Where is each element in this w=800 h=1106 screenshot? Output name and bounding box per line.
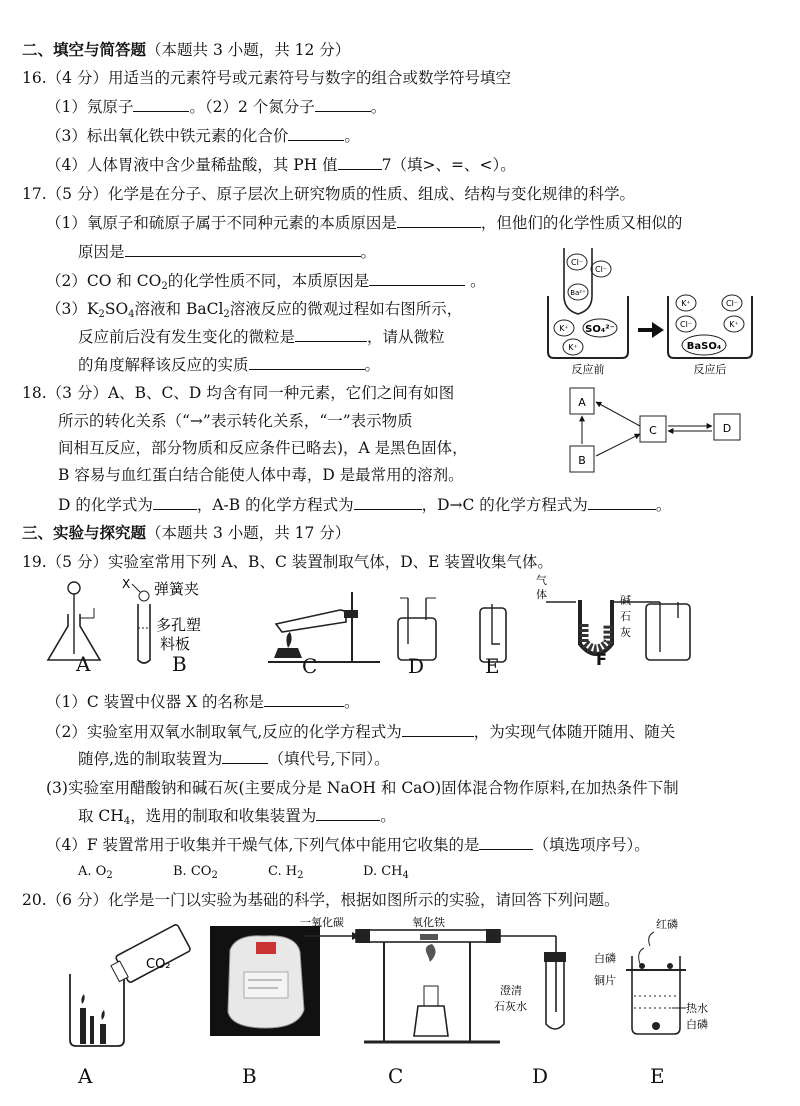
answer-blank[interactable] [588, 495, 656, 510]
q18-l5a: D 的化学式为 [58, 496, 153, 514]
option-a-text: A. O [78, 864, 107, 879]
answer-blank[interactable] [125, 242, 361, 257]
plate-label-2: 料板 [160, 635, 191, 653]
answer-blank[interactable] [222, 749, 268, 764]
q17-p2-tail: 的化学性质不同，本质原因是 [167, 272, 370, 290]
q17-part3-cont2: 的角度解释该反应的实质 。 [78, 356, 381, 374]
apparatus-c [268, 592, 380, 662]
option-a[interactable] [78, 862, 173, 882]
q19-part2 [46, 722, 675, 742]
option-d-text: D. CH [363, 864, 403, 879]
section-3-heading [22, 523, 350, 543]
q19-part2-cont [78, 749, 390, 769]
q17-p1-text: （1）氧原子和硫原子属于不同种元素的本质原因是 [46, 214, 397, 232]
q17-p3e-text: 反应前后没有发生变化的微粒是 [78, 328, 296, 346]
plate-label-1: 多孔塑 [156, 616, 202, 634]
apparatus-f [536, 574, 690, 660]
apparatus-label-a: A [76, 652, 91, 676]
gas-label-2: 体 [536, 588, 547, 601]
answer-blank[interactable] [133, 97, 189, 112]
k-ion-label: K⁺ [568, 343, 578, 352]
node-c-label: C [649, 424, 657, 437]
q16-p4-text: （4）人体胃液中含少量稀盐酸，其 PH 值 [46, 156, 338, 174]
subscript: 4 [123, 816, 131, 827]
answer-blank[interactable] [288, 126, 344, 141]
k-ion-label: K⁺ [729, 320, 739, 329]
conversion-diagram [566, 384, 756, 476]
answer-blank[interactable] [249, 355, 365, 370]
subscript: 2 [161, 281, 168, 292]
subscript: 4 [128, 309, 135, 320]
subscript: 2 [297, 870, 304, 881]
subscript: 2 [223, 309, 230, 320]
subscript: 2 [211, 870, 218, 881]
q18-line5: D 的化学式为 ，A-B 的化学方程式为 ，D→C 的化学方程式为 。 [58, 496, 672, 514]
q17-p1-tail: ，但他们的化学性质又相似的 [480, 214, 683, 232]
section-3-title: 三、实验与探究题 [22, 524, 147, 542]
experiment-label-c: C [388, 1064, 404, 1088]
node-d-label: D [722, 422, 732, 435]
apparatus-label-e: E [485, 654, 500, 678]
answer-blank[interactable] [315, 97, 371, 112]
section-3-note: （本题共 3 小题，共 17 分） [146, 524, 351, 542]
q19-p2-text: （2）实验室用双氧水制取氧气,反应的化学方程式为 [46, 723, 402, 741]
q17-part3 [46, 299, 462, 319]
answer-blank[interactable] [369, 271, 465, 286]
q17-p3-text: 溶液和 BaCl [134, 300, 224, 318]
gas-label-1: 气 [536, 574, 547, 587]
q19-part1: （1）C 装置中仪器 X 的名称是 。 [46, 693, 360, 711]
k-ion-label: K⁺ [681, 299, 691, 308]
k-ion-label: K⁺ [559, 324, 569, 333]
co2-label: CO₂ [146, 957, 171, 972]
q17-p3-text: SO [104, 300, 129, 318]
so4-ion-label: SO₄²⁻ [585, 324, 615, 335]
cl-ion-label: Cl⁻ [725, 299, 739, 308]
q16-stem: 16.（4 分）用适当的元素符号或元素符号与数字的组合或数学符号填空 [22, 69, 511, 87]
q19-p3c-text: ，选用的制取和收集装置为 [130, 807, 317, 825]
apparatus-label-c: C [302, 654, 318, 678]
q17-part3-cont [78, 327, 445, 347]
q17-p3-text: （3）K [46, 300, 99, 318]
option-c[interactable] [268, 862, 363, 882]
fe2o3-label: 氧化铁 [412, 916, 445, 929]
q18-line1: 18.（3 分）A、B、C、D 均含有同一种元素，它们之间有如图 [22, 384, 455, 402]
option-d[interactable] [363, 862, 458, 882]
answer-blank[interactable] [264, 692, 344, 707]
q18-line3: 间相互反应，部分物质和反应条件已略去)，A 是黑色固体， [58, 439, 468, 457]
subscript: 2 [106, 870, 113, 881]
node-a-label: A [578, 396, 586, 409]
q19-p3b-text: 取 CH [78, 807, 124, 825]
lime-label-3: 灰 [620, 626, 631, 639]
answer-blank[interactable] [153, 495, 197, 510]
q17-part2: （2）CO 和 $CO_2$的化学性质不同，本质原因是 。 [46, 272, 486, 292]
answer-blank[interactable] [316, 806, 380, 821]
section-2-title: 二、填空与简答题 [22, 41, 147, 59]
q16-p3-text: （3）标出氧化铁中铁元素的化合价 [46, 127, 289, 145]
q19-part3-cont: 取 $CH_4$，选用的制取和收集装置为 。 [78, 807, 396, 827]
reaction-figure [540, 244, 790, 376]
q16-part3: （3）标出氧化铁中铁元素的化合价 。 [46, 127, 360, 145]
apparatus-label-b: B [172, 652, 187, 676]
q19-p2c-text: 随停,选的制取装置为 [78, 750, 223, 768]
experiment-label-e: E [650, 1064, 665, 1088]
option-b-text: B. CO [173, 864, 212, 879]
experiment-label-a: A [78, 1064, 93, 1088]
experiment-label-d: D [532, 1064, 549, 1088]
q19-stem: 19.（5 分）实验室常用下列 A、B、C 装置制取气体，D、E 装置收集气体。 [22, 553, 553, 571]
q17-p3g-text: 的角度解释该反应的实质 [78, 356, 249, 374]
subscript: 2 [98, 309, 105, 320]
option-c-text: C. H [268, 864, 298, 879]
red-phosphorus-label: 红磷 [656, 918, 678, 931]
experiment-b [210, 926, 320, 1036]
q16-part1: （1）氖原子 。（2）2 个氮分子 。 [46, 98, 387, 116]
q18-l5c: ，D→C 的化学方程式为 [421, 496, 588, 514]
after-label: 反应后 [693, 363, 727, 376]
white-phosphorus-label: 白磷 [594, 952, 616, 965]
q17-p3-text: 溶液反应的微观过程如右图所示， [229, 300, 463, 318]
before-label: 反应前 [571, 363, 605, 376]
q17-p3f-text: ，请从微粒 [367, 328, 445, 346]
experiment-figure [60, 916, 750, 1052]
clip-label: 弹簧夹 [154, 580, 200, 598]
section-2-note: （本题共 3 小题，共 12 分） [146, 41, 351, 59]
hot-water-label: 热水 [686, 1002, 708, 1015]
ba-ion-label: Ba²⁺ [570, 289, 586, 297]
q17-part1 [46, 213, 682, 233]
answer-blank[interactable] [402, 722, 474, 737]
white-phosphorus-label-2: 白磷 [686, 1018, 708, 1031]
q16-p2-text: 。（2）2 个氮分子 [189, 98, 315, 116]
arrow-icon [638, 322, 664, 338]
q18-l5b: ，A-B 的化学方程式为 [196, 496, 354, 514]
answer-blank[interactable] [338, 155, 382, 170]
q20-stem: 20.（6 分）化学是一门以实验为基础的科学，根据如图所示的实验，请回答下列问题。 [22, 891, 620, 909]
apparatus-a [48, 582, 100, 660]
q16-p4-tail: 7（填>、=、<）。 [381, 156, 516, 174]
cl-ion-label: Cl⁻ [570, 258, 584, 267]
q18-line2: 所示的转化关系（“→”表示转化关系，“一”表示物质 [58, 412, 413, 430]
q18-line4: B 容易与血红蛋白结合能使人体中毒，D 是最常用的溶剂。 [58, 466, 464, 484]
q17-p1c-text: 原因是 [78, 243, 125, 261]
lime-label-1: 碱 [620, 594, 631, 607]
q16-p1-text: （1）氖原子 [46, 98, 134, 116]
answer-blank[interactable] [354, 495, 422, 510]
option-b[interactable] [173, 862, 268, 882]
limewater-label-2: 石灰水 [494, 1000, 527, 1013]
q19-options [78, 862, 458, 882]
label-x: X [122, 577, 131, 591]
apparatus-b [122, 577, 201, 663]
limewater-label-1: 澄清 [500, 984, 522, 997]
copper-sheet-label: 铜片 [594, 974, 616, 987]
q19-p2-tail: ，为实现气体随开随用、随关 [473, 723, 676, 741]
subscript: 4 [402, 870, 409, 881]
q17-part1-cont: 原因是 。 [78, 243, 377, 261]
experiment-e [594, 917, 708, 1034]
section-2-heading [22, 40, 350, 60]
answer-blank[interactable] [397, 213, 481, 228]
q19-part4 [46, 835, 650, 855]
answer-blank[interactable] [295, 327, 367, 342]
q19-p1-text: （1）C 装置中仪器 X 的名称是 [46, 693, 265, 711]
q16-part4 [46, 155, 516, 175]
answer-blank[interactable] [479, 835, 533, 850]
q19-part3: (3)实验室用醋酸钠和碱石灰(主要成分是 NaOH 和 CaO)固体混合物作原料,在加热条件下制 [46, 779, 679, 797]
q17-stem: 17.（5 分）化学是在分子、原子层次上研究物质的性质、组成、结构与变化规律的科学。 [22, 185, 635, 203]
node-b-label: B [578, 454, 586, 467]
q19-p2d-text: （填代号,下同）。 [268, 750, 390, 768]
co-label: 一氧化碳 [300, 916, 344, 929]
experiment-a [70, 924, 191, 1046]
experiment-c [300, 916, 566, 1042]
apparatus-label-d: D [408, 654, 425, 678]
q17-p2-text: （2）CO 和 CO [46, 272, 162, 290]
lime-label-2: 石 [620, 610, 631, 623]
baso4-label: BaSO₄ [686, 341, 722, 352]
apparatus-d [398, 598, 436, 660]
cl-ion-label: Cl⁻ [679, 320, 693, 329]
q19-p4-text: （4）F 装置常用于收集并干燥气体,下列气体中能用它收集的是 [46, 836, 480, 854]
apparatus-label-f: F [596, 650, 607, 669]
experiment-label-b: B [242, 1064, 257, 1088]
q19-p4b-text: （填选项序号）。 [533, 836, 650, 854]
apparatus-figure [40, 574, 760, 674]
cl-ion-label: Cl⁻ [594, 265, 608, 274]
